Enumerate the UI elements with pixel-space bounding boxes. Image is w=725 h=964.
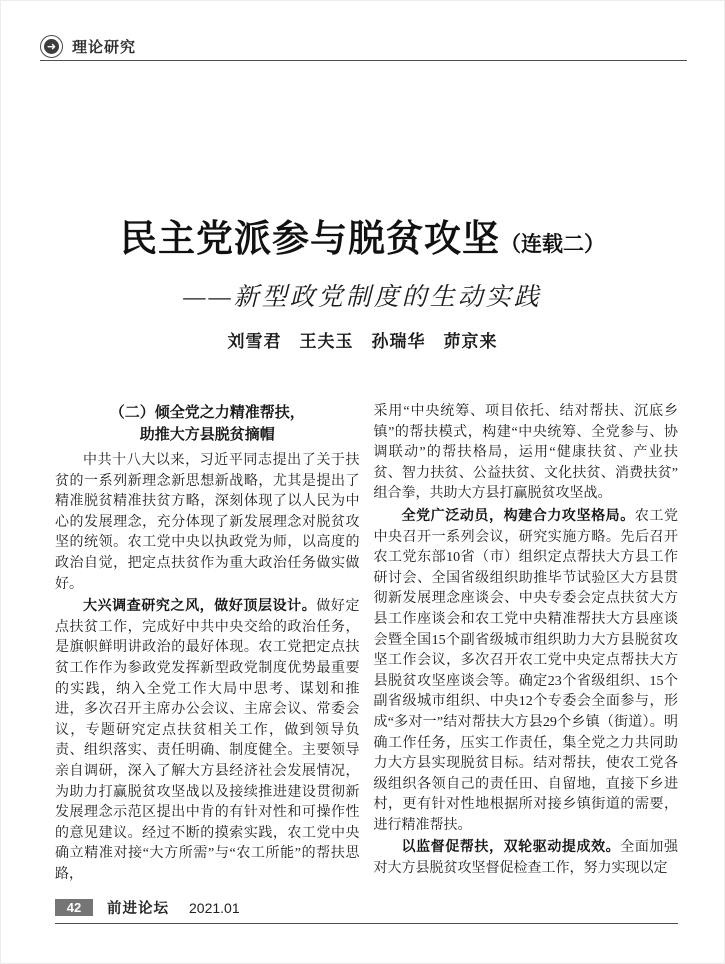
section-heading: [55, 402, 360, 446]
article-body: [55, 402, 678, 885]
article-authors: 刘雪君 王夫玉 孙瑞华 茆京来: [227, 331, 498, 351]
circled-arrow-right-icon: [40, 35, 63, 58]
paragraph-text: 农工党中央召开一系列会议，研究实施方略。先后召开农工党东部10省（市）组织定点帮扶大方县工作研讨会、全国省级组织助推毕节试验区大方县贯彻新发展理念座谈会、中央专委会定点扶贫大方县工作座谈会和农工党中央精准帮扶大方县座谈会暨全国15个副省级城市组织助力大方县脱贫攻坚工作会议，多次召开农工党中央定点帮扶大方县脱贫攻坚座谈会等。确定23个省级组织、15个副省级城市组织、中央12个专委会全面参与，形成“多对一”结对帮扶大方县29个乡镇（街道）。明确工作任务，压实工作责任，集全党之力共同助力大方县实现脱贫目标。结对帮扶，使农工党各级组织各领自己的责任田、自留地，直接下乡进村，更有针对性地根据所对接乡镇街道的需要，进行精准帮扶。: [373, 508, 679, 833]
article-subtitle: ——新型政党制度的生动实践: [183, 283, 542, 311]
left-column: [55, 402, 360, 885]
paragraph-text: 中共十八大以来，习近平同志提出了关于扶贫的一系列新理念新思想新战略，尤其是提出了精准脱贫精准扶贫方略，深刻体现了以人民为中心的发展理念，充分体现了新发展理念对脱贫攻坚的统领。农工党中央以执政党为师，以高度的政治自觉，把定点扶贫作为重大政治任务做实做好。: [55, 453, 360, 592]
article-title: [0, 219, 725, 260]
section-header: [40, 35, 687, 58]
paragraph-text: 全面加强对大方县脱贫攻坚督促检查工作，努力实现以定: [373, 840, 678, 877]
issue-number: 2021.01: [189, 899, 240, 916]
article-title-suffix: （连载二）: [500, 233, 605, 256]
section-heading-line1: （二）倾全党之力精准帮扶，: [109, 405, 305, 421]
section-label: 理论研究: [72, 39, 137, 56]
page-footer: [55, 897, 678, 924]
paragraph: [55, 595, 360, 885]
article-title-main: 民主党派参与脱贫攻坚: [120, 218, 500, 259]
paragraph-text: 做好定点扶贫工作，完成好中共中央交给的政治任务，是旗帜鲜明讲政治的最好体现。农工党把定点扶贫工作作为参政党发挥新型政党制度优势最重要的实践，纳入全党工作大局中思考、谋划和推进，多次召开主席办公会议、主席会议、常委会议，专题研究定点扶贫相关工作，做到领导负责、组织落实、责任明确、制度健全。主要领导亲自调研，深入了解大方县经济社会发展情况，为助力打赢脱贫攻坚战以及接续推进建设贯彻新发展理念示范区提出中肯的有针对性和可操作性的意见建议。经过不断的摸索实践，农工党中央确立精准对接“大方所需”与“农工所能”的帮扶思路，: [55, 599, 360, 882]
paragraph: [374, 505, 679, 837]
paragraph: [55, 451, 360, 595]
paragraph-lead: 以监督促帮扶，双轮驱动提成效。: [401, 838, 621, 855]
section-heading-line2: 助推大方县脱贫摘帽: [139, 427, 275, 443]
paragraph-lead: 大兴调查研究之风，做好顶层设计。: [83, 597, 317, 614]
paragraph-text: 采用“中央统筹、项目依托、结对帮扶、沉底乡镇”的帮扶模式，构建“中央统筹、全党参与、协调联动”的帮扶格局，运用“健康扶贫、产业扶贫、智力扶贫、公益扶贫、文化扶贫、消费扶贫”组合拳，共助大方县打赢脱贫攻坚战。: [373, 404, 678, 502]
arrow-right-glyph: ➜: [44, 39, 59, 54]
paragraph-continuation: [374, 402, 679, 505]
article-title-block: [0, 219, 725, 352]
paragraph: [374, 836, 679, 879]
right-column: [374, 402, 679, 885]
journal-name: 前进论坛: [107, 901, 169, 917]
paragraph-lead: 全党广泛动员，构建合力攻坚格局。: [401, 506, 635, 523]
page-number-badge: 42: [55, 899, 93, 916]
header-rule: [40, 60, 687, 61]
